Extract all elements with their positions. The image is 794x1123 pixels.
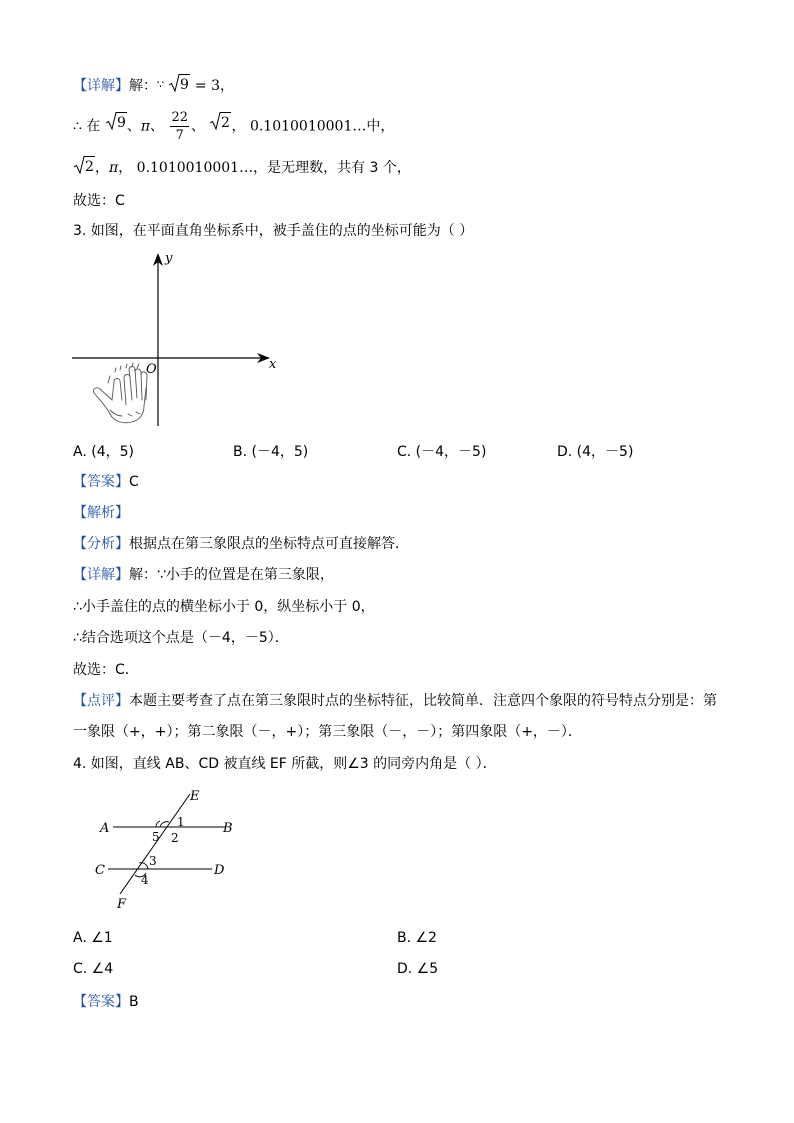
label-e: E xyxy=(190,789,200,804)
detail-line-1 xyxy=(73,73,234,99)
sep-1: 、 xyxy=(126,118,141,135)
detail-line-2 xyxy=(73,109,395,143)
q3-option-b: B. (－4，5) xyxy=(233,444,309,460)
q3-option-a: A. (4，5) xyxy=(73,444,134,460)
q4-stem: 4. 如图，直线 AB、CD 被直线 EF 所截，则∠3 的同旁内角是（ ）． xyxy=(73,756,497,772)
q4-parallel-lines-figure xyxy=(90,786,250,914)
q3-detail-2: ∴小手盖住的点的横坐标小于 0，纵坐标小于 0， xyxy=(73,599,375,615)
comma-2: ， xyxy=(95,160,109,176)
fraction-22-7 xyxy=(170,109,189,144)
origin-label: O xyxy=(146,362,157,377)
pi-symbol: π xyxy=(140,118,151,135)
sqrt-9b-radicand: 9 xyxy=(116,115,126,131)
q4-answer xyxy=(73,992,139,1012)
therefore-symbol: ∴ xyxy=(73,118,82,135)
comma-3: ， xyxy=(118,160,133,176)
comma-1: ， xyxy=(231,118,246,135)
label-c: C xyxy=(95,863,105,878)
q3-fenxi xyxy=(73,534,409,554)
angle-3-arc xyxy=(139,863,148,869)
sep-2: 、 xyxy=(150,118,165,135)
in-word: 在 xyxy=(86,118,101,135)
irrational-text: ，是无理数，共有 3 个， xyxy=(253,160,411,176)
detail-line-3 xyxy=(73,155,411,181)
y-axis-label: y xyxy=(165,251,173,266)
q4-option-d: D. ∠5 xyxy=(397,961,439,977)
q3-stem: 3. 如图，在平面直角坐标系中，被手盖住的点的坐标可能为（ ） xyxy=(73,223,474,239)
label-a: A xyxy=(100,821,110,836)
q3-comment-2: 一象限（+，+）；第二象限（－，+）；第三象限（－，－）；第四象限（+，－）． xyxy=(73,724,582,740)
q3-comment-1 xyxy=(73,691,717,711)
radical-sign-icon xyxy=(105,111,127,131)
q3-answer xyxy=(73,472,139,492)
q3-comment-tag: 【点评】 xyxy=(73,693,129,709)
q4-option-b: B. ∠2 xyxy=(397,930,437,946)
q3-option-c: C. (－4，－5) xyxy=(397,444,487,460)
q4-answer-value: B xyxy=(129,994,139,1010)
label-angle-3: 3 xyxy=(149,854,157,868)
q3-analysis xyxy=(73,503,129,523)
among-text: 中， xyxy=(366,118,395,135)
radical-sign-icon xyxy=(73,155,95,175)
eq-3: = 3， xyxy=(190,78,234,94)
sqrt-9 xyxy=(168,73,190,99)
label-angle-5: 5 xyxy=(152,830,160,844)
sqrt-9-b xyxy=(105,111,127,142)
q3-detail-3: ∴结合选项这个点是（－4，－5）． xyxy=(73,630,289,646)
line-ef xyxy=(120,794,190,894)
label-b: B xyxy=(223,821,233,836)
frac-den: 7 xyxy=(175,128,184,143)
radical-sign-icon xyxy=(168,73,190,93)
decimal-number: 0.1010010001… xyxy=(249,118,367,135)
decimal-number-b: 0.1010010001… xyxy=(136,160,254,176)
q3-choice: 故选：C． xyxy=(73,662,139,678)
sqrt-2-b xyxy=(73,155,95,181)
q3-coordinate-figure xyxy=(70,250,285,430)
q4-option-c: C. ∠4 xyxy=(73,961,114,977)
radical-sign-icon xyxy=(209,111,231,131)
q3-answer-tag: 【答案】 xyxy=(73,474,129,490)
frac-num: 22 xyxy=(171,110,189,125)
q4-answer-tag: 【答案】 xyxy=(73,994,129,1010)
q3-detail-tag: 【详解】 xyxy=(73,567,129,583)
sqrt-2 xyxy=(209,111,231,142)
because-symbol: ∵ xyxy=(157,78,164,91)
choice-1: 故选：C xyxy=(73,193,125,209)
detail-tag: 【详解】 xyxy=(73,78,129,94)
q3-fenxi-tag: 【分析】 xyxy=(73,536,129,552)
sqrt-9-radicand: 9 xyxy=(180,77,190,93)
pi-symbol-b: π xyxy=(109,160,119,176)
q3-option-d: D. (4，－5) xyxy=(557,444,634,460)
label-d: D xyxy=(214,863,225,878)
sqrt-2-radicand: 2 xyxy=(221,115,231,131)
q3-detail-text-1: 解：∵小手的位置是在第三象限， xyxy=(129,567,334,583)
sep-3: 、 xyxy=(191,118,206,135)
q3-analysis-tag: 【解析】 xyxy=(73,505,129,521)
angle-5-arc xyxy=(156,821,160,827)
hand-icon xyxy=(93,363,147,423)
label-angle-1: 1 xyxy=(177,815,185,829)
q3-detail-1 xyxy=(73,565,334,585)
q3-answer-value: C xyxy=(129,474,139,490)
label-angle-4: 4 xyxy=(141,873,149,887)
q3-comment-text-1: 本题主要考查了点在第三象限时点的坐标特征，比较简单．注意四个象限的符号特点分别是：第 xyxy=(129,693,717,709)
solve-label: 解： xyxy=(129,78,157,94)
sqrt-2b-radicand: 2 xyxy=(85,159,94,175)
label-f: F xyxy=(117,897,127,912)
q4-option-a: A. ∠1 xyxy=(73,930,113,946)
q3-fenxi-text: 根据点在第三象限点的坐标特点可直接解答． xyxy=(129,536,409,552)
x-axis-label: x xyxy=(269,357,277,372)
label-angle-2: 2 xyxy=(171,831,179,845)
